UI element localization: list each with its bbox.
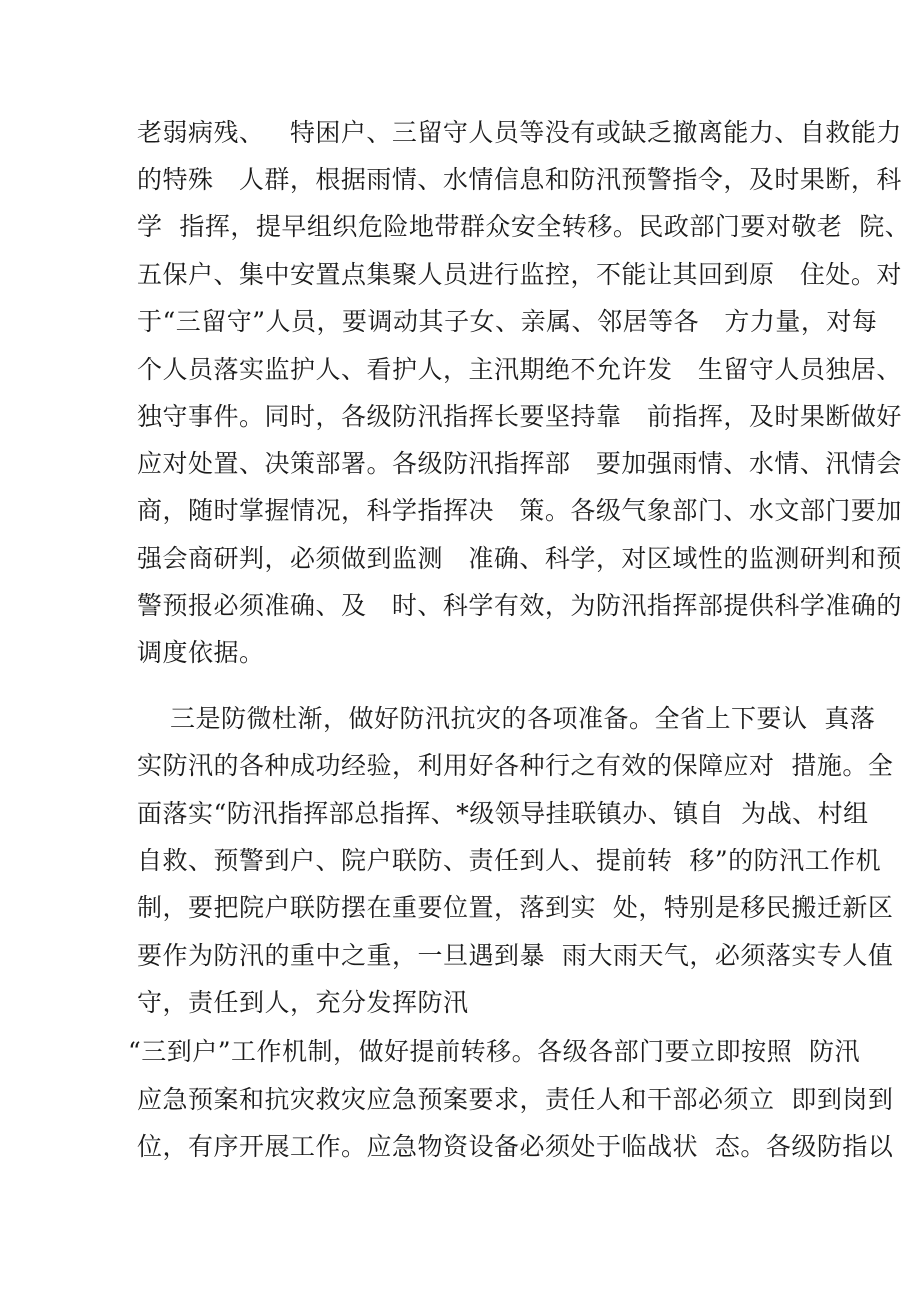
text-line: 调度依据。 xyxy=(137,638,265,667)
text-line: 独守事件。同时，各级防汛指挥长要坚持靠 前指挥，及时果断做好 xyxy=(137,402,902,431)
text-line: 实防汛的各种成功经验，利用好各种行之有效的保障应对 措施。全 xyxy=(137,751,894,780)
text-line: 制，要把院户联防摆在重要位置，落到实 处，特别是移民搬迁新区 xyxy=(137,893,894,922)
text-line: 强会商研判，必须做到监测 准确、科学，对区域性的监测研判和预 xyxy=(137,544,902,573)
text-line: 警预报必须准确、及 时、科学有效，为防汛指挥部提供科学准确的 xyxy=(137,591,902,620)
text-line: 于“三留守”人员，要调动其子女、亲属、邻居等各 方力量，对每 xyxy=(137,307,878,336)
text-line: 位，有序开展工作。应急物资设备必须处于临战状 态。各级防指以 xyxy=(137,1132,894,1161)
text-line: 商，随时掌握情况，科学指挥决 策。各级气象部门、水文部门要加 xyxy=(137,496,902,525)
text-line: 的特殊 人群，根据雨情、水情信息和防汛预警指令，及时果断，科 xyxy=(137,165,902,194)
text-line: 老弱病残、 特困户、三留守人员等没有或缺乏撤离能力、自救能力 xyxy=(137,118,902,147)
text-line: 守，责任到人，充分发挥防汛 xyxy=(137,988,469,1017)
text-line: 学 指挥，提早组织危险地带群众安全转移。民政部门要对敬老 院、 xyxy=(137,212,911,241)
text-line: 要作为防汛的重中之重，一旦遇到暴 雨大雨天气，必须落实专人值 xyxy=(137,941,894,970)
text-line: 应对处置、决策部署。各级防汛指挥部 要加强雨情、水情、汛情会 xyxy=(137,449,902,478)
text-line: 面落实“防汛指挥部总指挥、*级领导挂联镇办、镇自 为战、村组 xyxy=(137,799,869,828)
text-line: “三到户”工作机制，做好提前转移。各级各部门要立即按照 防汛 xyxy=(128,1037,860,1066)
text-line: 五保户、集中安置点集聚人员进行监控，不能让其回到原 住处。对 xyxy=(137,260,902,289)
text-line: 三是防微杜渐，做好防汛抗灾的各项准备。全省上下要认 真落 xyxy=(170,704,876,733)
text-line: 应急预案和抗灾救灾应急预案要求，责任人和干部必须立 即到岗到 xyxy=(137,1085,894,1114)
text-line: 个人员落实监护人、看护人，主汛期绝不允许发 生留守人员独居、 xyxy=(137,355,902,384)
text-line: 自救、预警到户、院户联防、责任到人、提前转 移”的防汛工作机 xyxy=(137,846,882,875)
